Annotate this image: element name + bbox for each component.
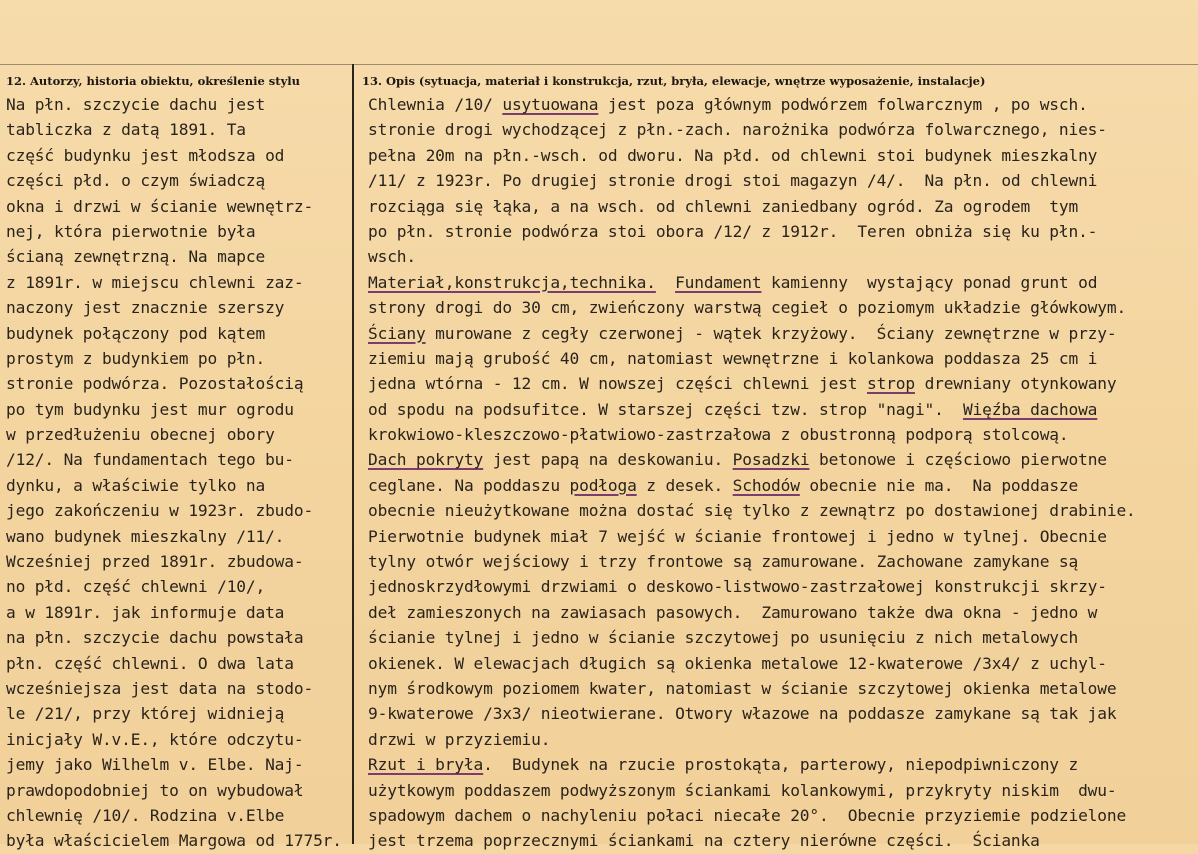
text-segment: krokwiowo-kleszczowo-płatwiowo-zastrzałowa z obustronną podporą stolcową.	[368, 425, 1069, 445]
left-text-line: /12/. Na fundamentach tego bu-	[6, 450, 294, 470]
text-segment: jest trzema poprzecznymi ściankami na cztery nierówne części. Ścianka	[368, 831, 1040, 851]
text-segment: po płn. stronie podwórza stoi obora /12/ z 1912r. Teren obniża się ku płn.-	[368, 221, 1098, 241]
underlined-heading: Dach pokryty	[368, 450, 484, 470]
right-text-line	[368, 803, 1194, 828]
underlined-heading: Fundament	[675, 272, 762, 292]
right-text-line	[368, 574, 1194, 599]
left-text-line: jego zakończeniu w 1923r. zbudo-	[6, 501, 314, 521]
text-segment: ziemiu mają grubość 40 cm, natomiast wewnętrzne i kolankowa poddasza 25 cm i	[368, 348, 1098, 368]
left-text-line: części płd. o czym świadczą	[6, 171, 266, 191]
right-text-line	[368, 346, 1194, 371]
right-text-line	[368, 549, 1194, 574]
left-text-line: była właścicielem Margowa od 1775r.	[6, 831, 342, 851]
text-segment: strony drogi do 30 cm, zwieńczony warstwą cegieł o poziomym układzie główkowym.	[368, 298, 1127, 318]
right-text-line	[368, 727, 1194, 752]
left-text-line: budynek połączony pod kątem	[6, 323, 266, 343]
text-segment: jest poza głównym podwórzem folwarcznym , po wsch.	[598, 95, 1088, 114]
left-text-line: dynku, a właściwie tylko na	[6, 475, 266, 495]
left-text-line: le /21/, przy której widnieją	[6, 704, 285, 724]
right-text-line	[368, 828, 1194, 853]
right-text-line	[368, 321, 1194, 346]
text-segment: . Budynek na rzucie prostokąta, parterowy, niepodpiwniczony z	[483, 755, 1079, 775]
text-segment: kamienny wystający ponad grunt od	[761, 272, 1098, 292]
left-text-line: z 1891r. w miejscu chlewni zaz-	[6, 272, 304, 292]
right-text-line	[368, 524, 1194, 549]
left-text-line: na płn. szczycie dachu powstała	[6, 628, 304, 648]
text-segment: nym środkowym poziomem kwater, natomiast w ścianie szczytowej okienka metalowe	[368, 678, 1117, 698]
underlined-heading: Rzut i bryła	[368, 755, 484, 775]
left-text-line: Wcześniej przed 1891r. zbudowa-	[6, 552, 304, 572]
left-text-line: Na płn. szczycie dachu jest	[6, 95, 266, 114]
text-segment: jednoskrzydłowymi drzwiami o deskowo-listwowo-zastrzałowej konstrukcji skrzy-	[368, 577, 1107, 597]
left-text-line: w przedłużeniu obecnej obory	[6, 425, 275, 445]
text-segment: rozciąga się łąka, a na wsch. od chlewni zaniedbany ogród. Za ogrodem tym	[368, 196, 1079, 216]
left-text-line: chlewnię /10/. Rodzina v.Elbe	[6, 805, 285, 825]
text-segment: tylny otwór wejściowy i trzy frontowe są zamurowane. Zachowane zamykane są	[368, 552, 1079, 572]
text-segment: betonowe i częściowo pierwotne	[809, 450, 1107, 470]
header-rule	[0, 64, 1198, 65]
underlined-heading: Schodów	[732, 475, 800, 495]
right-text-line	[368, 473, 1194, 498]
text-segment: jest papą na deskowaniu.	[483, 450, 733, 470]
left-column-text	[6, 92, 350, 854]
right-text-line	[368, 651, 1194, 676]
right-text-line	[368, 117, 1194, 142]
underlined-heading: podłoga	[569, 475, 637, 495]
right-column-text	[368, 92, 1194, 854]
right-text-line	[368, 295, 1194, 320]
text-segment: Chlewnia /10/	[368, 95, 503, 114]
column-divider	[352, 64, 354, 844]
text-segment: jedna wtórna - 12 cm. W nowszej części chlewni jest	[368, 374, 867, 394]
right-text-line	[368, 143, 1194, 168]
text-segment: obecnie nie ma. Na poddasze	[799, 475, 1079, 495]
left-text-line: no płd. część chlewni /10/,	[6, 577, 266, 597]
text-segment: deł zamieszonych na zawiasach pasowych. Zamurowano także dwa okna - jedno w	[368, 602, 1098, 622]
text-segment: wsch.	[368, 247, 416, 267]
text-segment: z desek.	[636, 475, 733, 495]
underlined-heading: Posadzki	[732, 450, 810, 470]
right-text-line	[368, 701, 1194, 726]
right-text-line	[368, 676, 1194, 701]
left-text-line: okna i drzwi w ścianie wewnętrz-	[6, 196, 314, 216]
text-segment: pełna 20m na płn.-wsch. od dworu. Na płd. od chlewni stoi budynek mieszkalny	[368, 145, 1098, 165]
right-text-line	[368, 219, 1194, 244]
left-text-line: stronie podwórza. Pozostałością	[6, 374, 304, 394]
left-text-line: a w 1891r. jak informuje data	[6, 602, 285, 622]
section-13-heading: 13. Opis (sytuacja, materiał i konstrukcja, rzut, bryła, elewacje, wnętrze wyposażenie, instalacje)	[362, 74, 986, 88]
text-segment: 9-kwaterowe /3x3/ nieotwierane. Otwory włazowe na poddasze zamykane są tak jak	[368, 704, 1117, 724]
text-segment: okienek. W elewacjach długich są okienka metalowe 12-kwaterowe /3x4/ z uchyl-	[368, 653, 1107, 673]
right-text-line	[368, 270, 1194, 295]
left-text-line: jemy jako Wilhelm v. Elbe. Naj-	[6, 755, 304, 775]
right-text-line	[368, 168, 1194, 193]
right-text-line	[368, 625, 1194, 650]
right-text-line	[368, 600, 1194, 625]
text-segment: ścianie tylnej i jedno w ścianie szczytowej po usunięciu z nich metalowych	[368, 628, 1079, 648]
right-text-line	[368, 371, 1194, 396]
text-segment: spadowym dachem o nachyleniu połaci niecałe 20°. Obecnie przyziemie podzielone	[368, 805, 1127, 825]
underlined-heading: usytuowana	[502, 95, 599, 114]
left-text-line: tabliczka z datą 1891. Ta	[6, 120, 246, 140]
right-text-line	[368, 244, 1194, 269]
text-segment: od spodu na podsufitce. W starszej części tzw. strop "nagi".	[368, 399, 963, 419]
text-segment: drzwi w przyziemiu.	[368, 729, 551, 749]
text-segment: obecnie nieużytkowane można dostać się tylko z zewnątrz po dostawionej drabinie.	[368, 501, 1136, 521]
text-segment	[656, 273, 675, 292]
right-text-line	[368, 422, 1194, 447]
left-text-line: prawdopodobniej to on wybudował	[6, 780, 304, 800]
left-text-line: inicjały W.v.E., które odczytu-	[6, 729, 304, 749]
left-text-line: nej, która pierwotnie była	[6, 221, 256, 241]
underlined-heading: Ściany	[368, 323, 426, 343]
text-segment: ceglane. Na poddaszu	[368, 475, 570, 495]
underlined-heading: Materiał,konstrukcja,technika.	[368, 272, 656, 292]
right-text-line	[368, 752, 1194, 777]
text-segment: stronie drogi wychodzącej z płn.-zach. narożnika podwórza folwarcznego, nies-	[368, 120, 1107, 140]
underlined-heading: strop	[866, 374, 915, 394]
left-text-line: część budynku jest młodsza od	[6, 145, 285, 165]
text-segment: /11/ z 1923r. Po drugiej stronie drogi stoi magazyn /4/. Na płn. od chlewni	[368, 171, 1098, 191]
right-text-line	[368, 92, 1194, 117]
left-text-line: płn. część chlewni. O dwa lata	[6, 653, 294, 673]
left-text-line: po tym budynku jest mur ogrodu	[6, 399, 294, 419]
left-text-line: ścianą zewnętrzną. Na mapce	[6, 247, 266, 267]
left-text-line: prostym z budynkiem po płn.	[6, 348, 266, 368]
right-text-line	[368, 447, 1194, 472]
left-text-line: wcześniejsza jest data na stodo-	[6, 678, 314, 698]
text-segment: drewniany otynkowany	[914, 374, 1117, 394]
right-text-line	[368, 397, 1194, 422]
right-text-line	[368, 498, 1194, 523]
left-text-line: wano budynek mieszkalny /11/.	[6, 526, 285, 546]
right-text-line	[368, 194, 1194, 219]
text-segment: użytkowym poddaszem podwyższonym ściankami kolankowymi, przykryty niskim dwu-	[368, 780, 1117, 800]
text-segment: Pierwotnie budynek miał 7 wejść w ścianie frontowej i jedno w tylnej. Obecnie	[368, 526, 1107, 546]
section-12-heading: 12. Autorzy, historia obiektu, określenie stylu	[6, 74, 300, 88]
text-segment: murowane z cegły czerwonej - wątek krzyżowy. Ściany zewnętrzne w przy-	[425, 323, 1117, 343]
underlined-heading: Więźba dachowa	[962, 399, 1098, 419]
right-text-line	[368, 778, 1194, 803]
left-text-line: naczony jest znacznie szerszy	[6, 298, 285, 318]
